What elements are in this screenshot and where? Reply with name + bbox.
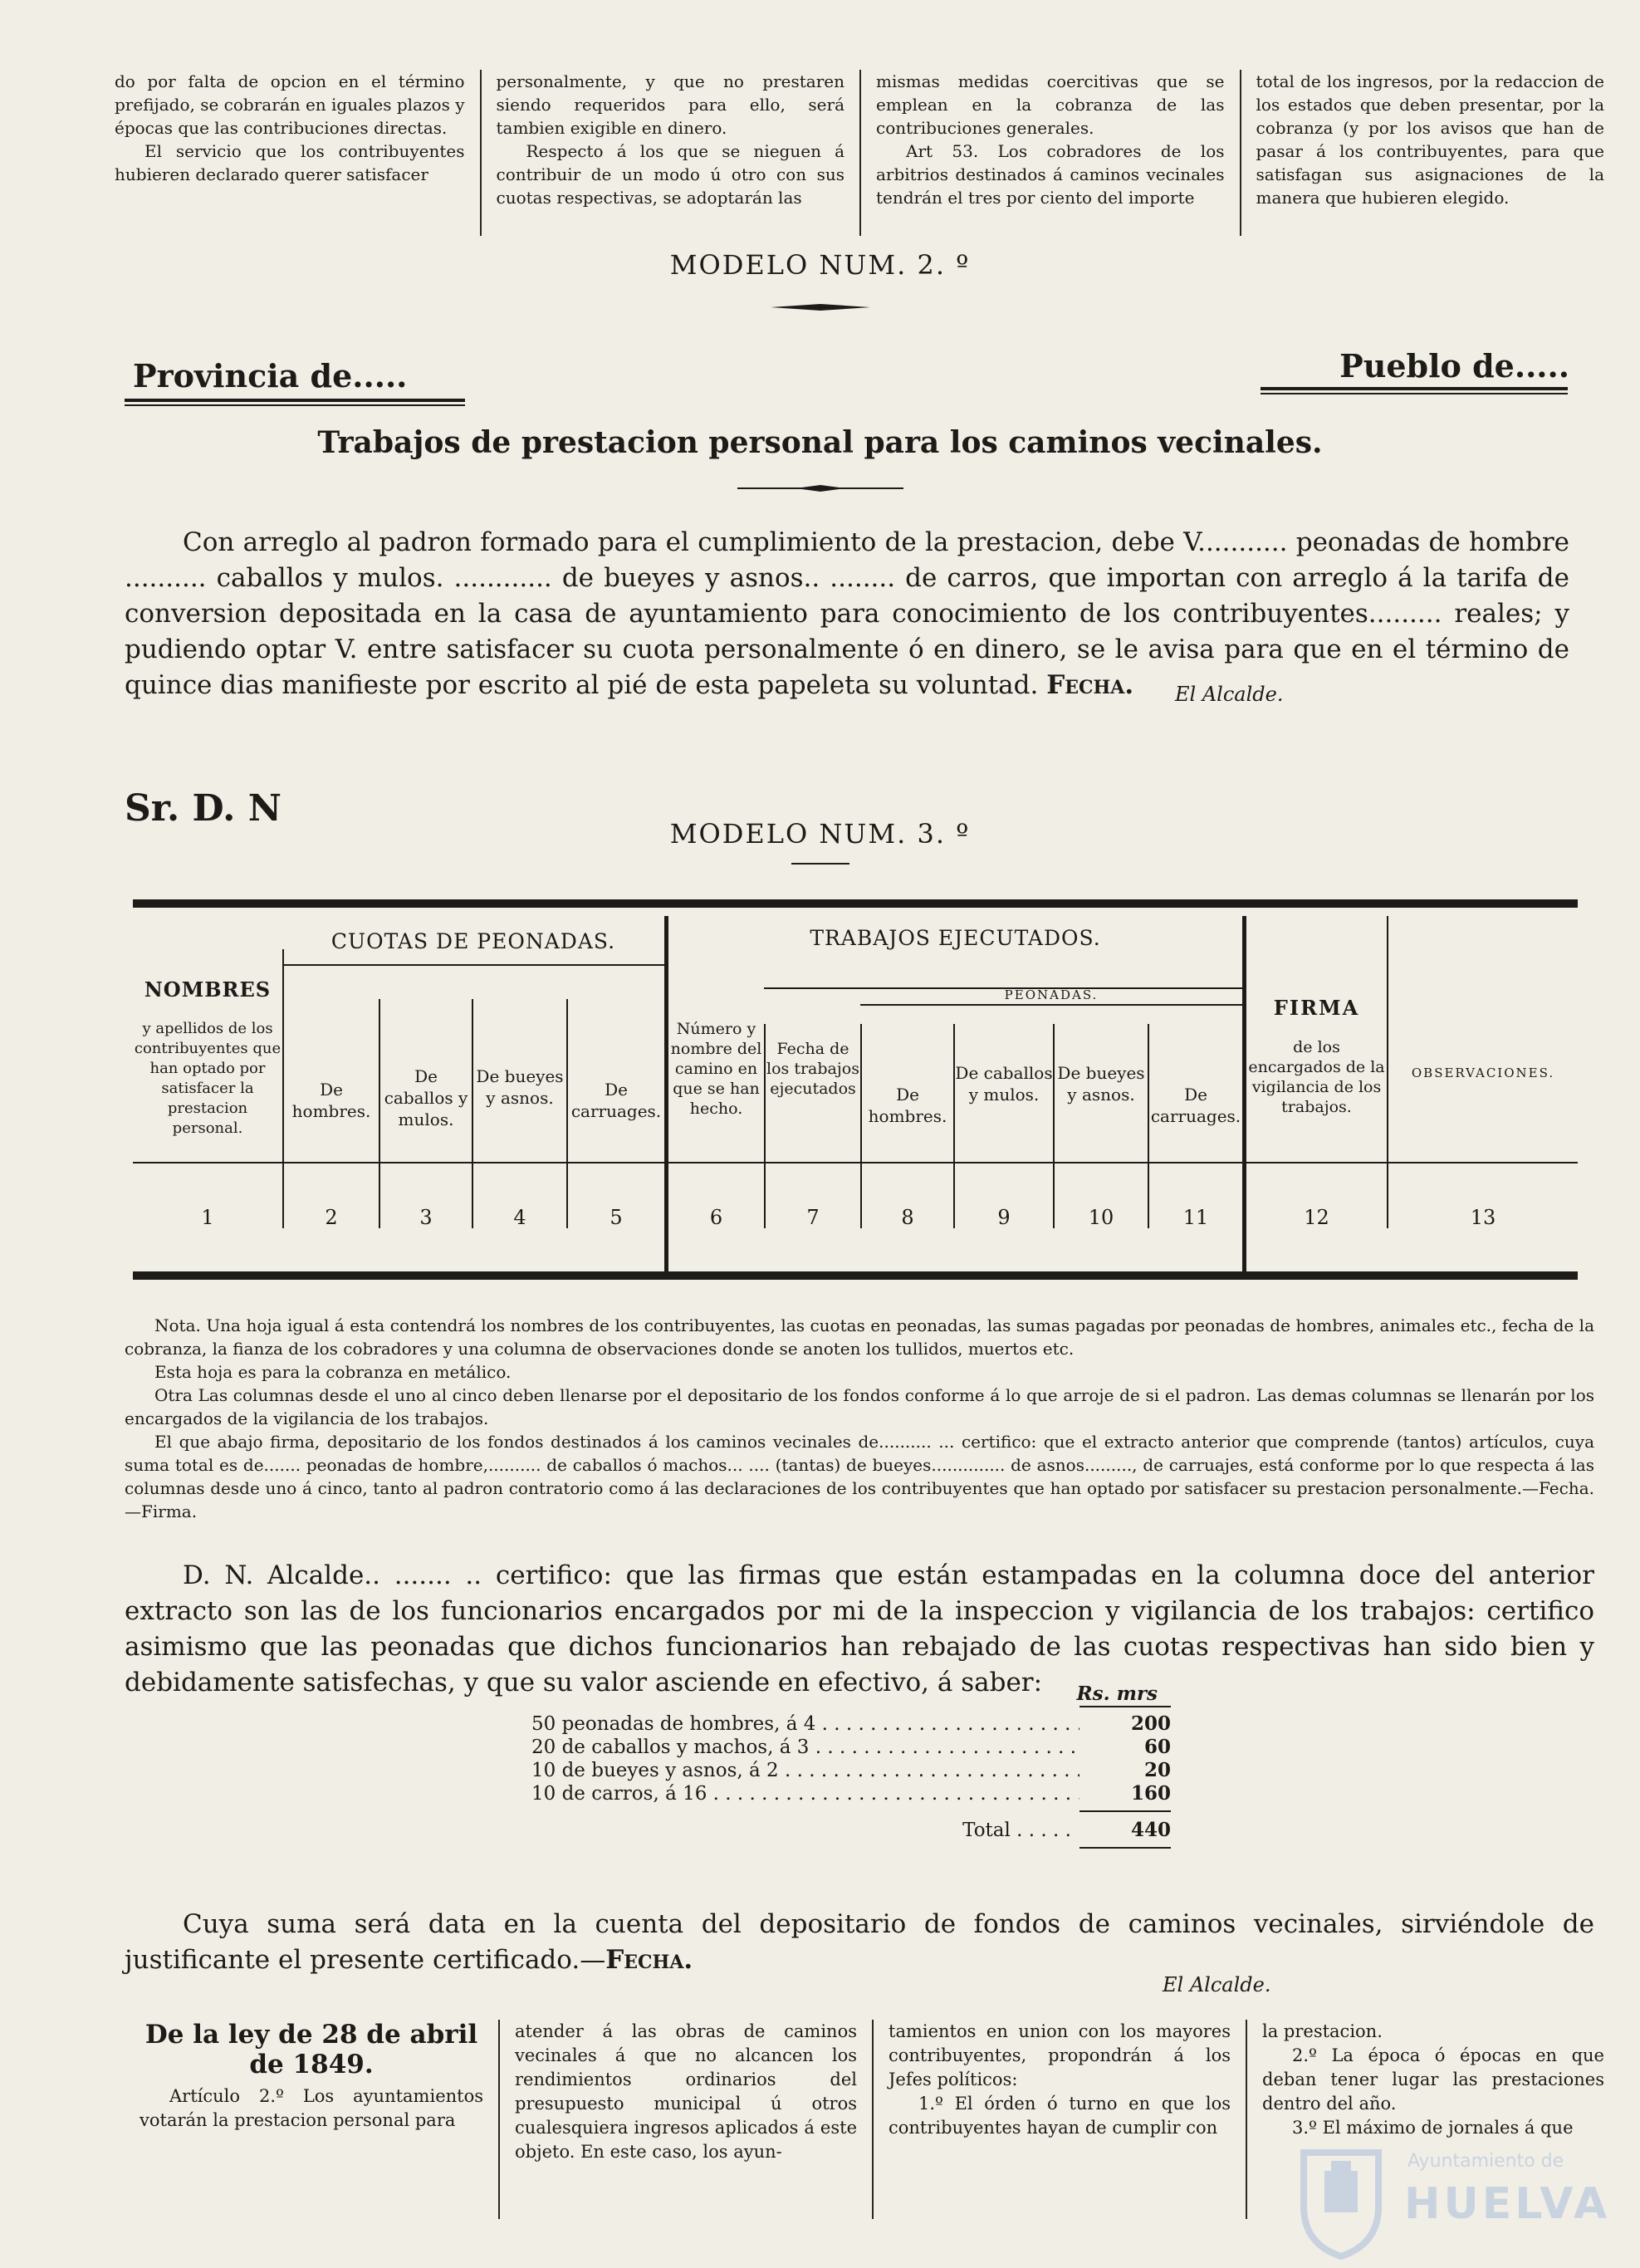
top-col-1-text: do por falta de opcion en el término prefijado, se cobrarán en iguales plazos y épocas que las contribuciones directas. [115, 71, 465, 138]
modelo-2-signature: El Alcalde. [1175, 683, 1284, 706]
peonadas-sub-header: PEONADAS. [1004, 987, 1099, 1002]
col-number: 8 [901, 1206, 914, 1229]
col-number: 7 [806, 1206, 820, 1229]
modelo-2-subtitle: Trabajos de prestacion personal para los caminos vecinales. [317, 425, 1323, 460]
note-3: Otra Las columnas desde el uno al cinco deben llenarse por el depositario de los fondos conforme á lo que arroje de si el padron. Las demas columnas se llenarán por los encargados de la vigilancia de los trabajos. [125, 1385, 1594, 1428]
top-col-2-text: personalmente, y que no prestaren siendo requeridos para ello, será tambien exigible en dinero. [496, 71, 844, 138]
nombres-header: NOMBRES [144, 977, 272, 1002]
law-col-1-text: Artículo 2.º Los ayuntamientos votarán la prestacion personal para [140, 2086, 483, 2130]
modelo-2-body-text: Con arreglo al padron formado para el cumplimiento de la prestacion, debe V........... peonadas de hombre .......... caballos y mulos. ............ de bueyes y asnos.. ........ de carros, que importan con arreglo á la tarifa de conversion depositada en la casa de ayuntamiento para conocimiento de los contribuyentes......... reales; y pudiendo optar V. entre satisfacer su cuota personalmente ó en dinero, se le avisa para que en el término de quince dias manifieste por escrito al pié de esta papeleta su voluntad. [125, 527, 1569, 700]
top-col-3-text: mismas medidas coercitivas que se emplean en la cobranza de las contribuciones generales. [876, 71, 1225, 138]
cuotas-group-header: CUOTAS DE PEONADAS. [330, 929, 616, 953]
top-column-2 [480, 70, 860, 236]
top-column-3 [859, 70, 1240, 236]
top-column-4 [1240, 70, 1620, 236]
nombres-sub-header: y apellidos de los contribuyentes que han optado por satisfacer la prestacion personal. [134, 1020, 281, 1137]
ledger-header: Rs. mrs [1076, 1683, 1158, 1705]
ornament-divider-icon [771, 304, 870, 311]
ledger-total-label: Total . . . [531, 1819, 1079, 1842]
col-number: 5 [609, 1206, 623, 1229]
certificado-signature: El Alcalde. [1163, 1973, 1271, 1996]
fecha-trabajos-col: Fecha de los trabajos ejecutados [766, 1040, 859, 1098]
top-col-4-text: total de los ingresos, por la redaccion de los estados que deben presentar, por la cobranza (y por los avisos que han de pasar á los contribuyentes, para que satisfagan sus asignaciones de la manera que hubieren elegido. [1256, 71, 1604, 208]
ornament-divider-icon [791, 860, 849, 867]
ledger-row [531, 1759, 1171, 1782]
col-number: 3 [419, 1206, 433, 1229]
ledger-total-row [531, 1819, 1171, 1842]
peonadas-col-bueyes: De bueyes y asnos. [1057, 1063, 1145, 1105]
law-col-4-text-b: 2.º La época ó épocas en que deban tener lugar las prestaciones dentro del año. [1262, 2045, 1604, 2114]
law-col-3-text: tamientos en union con los mayores contribuyentes, propondrán á los Jefes políticos: [889, 2021, 1231, 2089]
cuotas-col-caballos: De caballos y mulos. [384, 1066, 468, 1129]
top-col-1-text-b: El servicio que los contribuyentes hubieren declarado querer satisfacer [115, 141, 465, 184]
note-4: El que abajo firma, depositario de los fondos destinados á los caminos vecinales de.......... ... certifico: que el extracto anterior que comprende (tantos) artículos, cuya suma total es de....... peonadas de hombre,.......... de caballos ó machos... .... (tantas) de bueyes.............. de asnos........., de carruajes, está conforme por lo que respecta á las columnas desde uno á cinco, tanto al padron contratorio como á las declaraciones de los contribuyentes que han optado por satisfacer su prestacion personalmente.—Fecha.—Firma. [125, 1432, 1594, 1521]
ledger-label: 10 de carros, á 16 . . . [531, 1782, 1079, 1805]
firma-header: FIRMA [1273, 996, 1360, 1020]
certificado-closing-text: Cuya suma será data en la cuenta del depositario de fondos de caminos vecinales, sirviéndole de justificante el presente certificado.— [125, 1909, 1594, 1975]
certificado-closing [125, 1907, 1594, 1978]
peonadas-col-carruages: De carruages. [1150, 1085, 1241, 1126]
peonadas-col-hombres: De hombres. [868, 1085, 947, 1126]
sr-dn-label: Sr. D. N [125, 787, 281, 830]
table-notes [125, 1314, 1594, 1523]
trabajos-group-header: TRABAJOS EJECUTADOS. [810, 926, 1101, 950]
law-col-4-text-c: 3.º El máximo de jornales á que [1292, 2118, 1574, 2138]
note-1: Nota. Una hoja igual á esta contendrá los nombres de los contribuyentes, las cuotas en peonadas, las sumas pagadas por peonadas de hombres, animales etc., fecha de la cobranza, la fianza de los cobradores y una columna de observaciones donde se anoten los tullidos, muertos etc. [125, 1315, 1594, 1359]
certificado-body [125, 1558, 1594, 1701]
huelva-coat-of-arms-icon [1291, 2136, 1391, 2261]
ledger-label: 20 de caballos y machos, á 3 . . . [531, 1736, 1079, 1759]
pueblo-rule [1261, 387, 1568, 394]
law-col-4-text: la prestacion. [1262, 2021, 1383, 2041]
observaciones-header: OBSERVACIONES. [1411, 1065, 1555, 1080]
ledger-row [531, 1782, 1171, 1805]
ledger-label: 50 peonadas de hombres, á 4 . . . [531, 1712, 1079, 1736]
col-number: 2 [325, 1206, 338, 1229]
col-number: 13 [1470, 1206, 1496, 1229]
peonadas-col-caballos: De caballos y mulos. [955, 1063, 1053, 1105]
cuotas-col-hombres: De hombres. [291, 1080, 371, 1121]
cuotas-col-carruages: De carruages. [570, 1080, 662, 1121]
top-col-2-text-b: Respecto á los que se nieguen á contribuir de un modo ú otro con sus cuotas respectivas, se adoptarán las [496, 141, 844, 208]
ledger-amount: 60 [1143, 1736, 1171, 1758]
ledger-total-amount: 440 [1130, 1819, 1171, 1841]
huelva-watermark [1291, 2136, 1623, 2261]
table-top-rule [133, 899, 1578, 908]
modelo-2-fecha: Fecha. [1046, 670, 1134, 700]
col-number: 4 [513, 1206, 526, 1229]
law-column-2 [498, 2020, 872, 2219]
numero-camino-col: Número y nombre del camino en que se han hecho. [670, 1020, 762, 1118]
modelo-3-table [133, 899, 1578, 1281]
col-number: 10 [1088, 1206, 1114, 1229]
ledger-row [531, 1712, 1171, 1736]
province-label: Provincia de..... [133, 357, 408, 394]
law-col-3-text-b: 1.º El órden ó turno en que los contribuyentes hayan de cumplir con [889, 2094, 1231, 2138]
law-column-1 [125, 2020, 498, 2219]
firma-sub-header: de los encargados de la vigilancia de los trabajos. [1248, 1038, 1385, 1116]
cuotas-col-bueyes: De bueyes y asnos. [476, 1066, 564, 1108]
modelo-2-heading: MODELO NUM. 2. º [669, 249, 971, 281]
note-2: Esta hoja es para la cobranza en metálico. [154, 1362, 512, 1382]
ledger-row [531, 1736, 1171, 1759]
top-text-columns [100, 70, 1619, 236]
pueblo-label: Pueblo de..... [1339, 347, 1569, 385]
province-rule [125, 399, 465, 406]
modelo-2-body [125, 525, 1569, 703]
col-number: 11 [1182, 1206, 1209, 1229]
col-number: 9 [997, 1206, 1011, 1229]
ledger-amount: 160 [1130, 1782, 1171, 1805]
ledger-amount: 200 [1130, 1712, 1171, 1735]
watermark-big-text: HUELVA [1404, 2179, 1611, 2229]
certificado-body-text: D. N. Alcalde.. ....... .. certifico: que las firmas que están estampadas en la columna doce del anterior extracto son las de los funcionarios encargados por mi de la inspeccion y vigilancia de los trabajos: certifico asimismo que las peonadas que dichos funcionarios han rebajado de las cuotas respectivas han sido bien y debidamente satisfechas, y que su valor asciende en efectivo, á saber: [125, 1560, 1594, 1697]
certificado-fecha: Fecha. [605, 1945, 693, 1975]
col-number: 12 [1304, 1206, 1329, 1229]
modelo-3-heading: MODELO NUM. 3. º [669, 818, 971, 850]
certificado-ledger [531, 1683, 1171, 1849]
col-number: 6 [709, 1206, 723, 1229]
col-number: 1 [201, 1206, 214, 1229]
ornament-divider-icon [737, 485, 903, 492]
table-bottom-rule [133, 1271, 1578, 1280]
ledger-label: 10 de bueyes y asnos, á 2 . . . [531, 1759, 1079, 1782]
watermark-small-text: Ayuntamiento de [1407, 2151, 1564, 2172]
law-col-2-text: atender á las obras de caminos vecinales á que no alcancen los rendimientos ordinarios del presupuesto municipal ú otros cualesquiera ingresos aplicados á este objeto. En este caso, los ayun- [515, 2021, 857, 2162]
law-column-3 [872, 2020, 1246, 2219]
ledger-amount: 20 [1143, 1759, 1171, 1781]
law-title: De la ley de 28 de abril de 1849. [144, 2020, 478, 2079]
top-column-1 [100, 70, 480, 236]
top-col-3-text-b: Art 53. Los cobradores de los arbitrios destinados á caminos vecinales tendrán el tres por ciento del importe [876, 141, 1225, 208]
